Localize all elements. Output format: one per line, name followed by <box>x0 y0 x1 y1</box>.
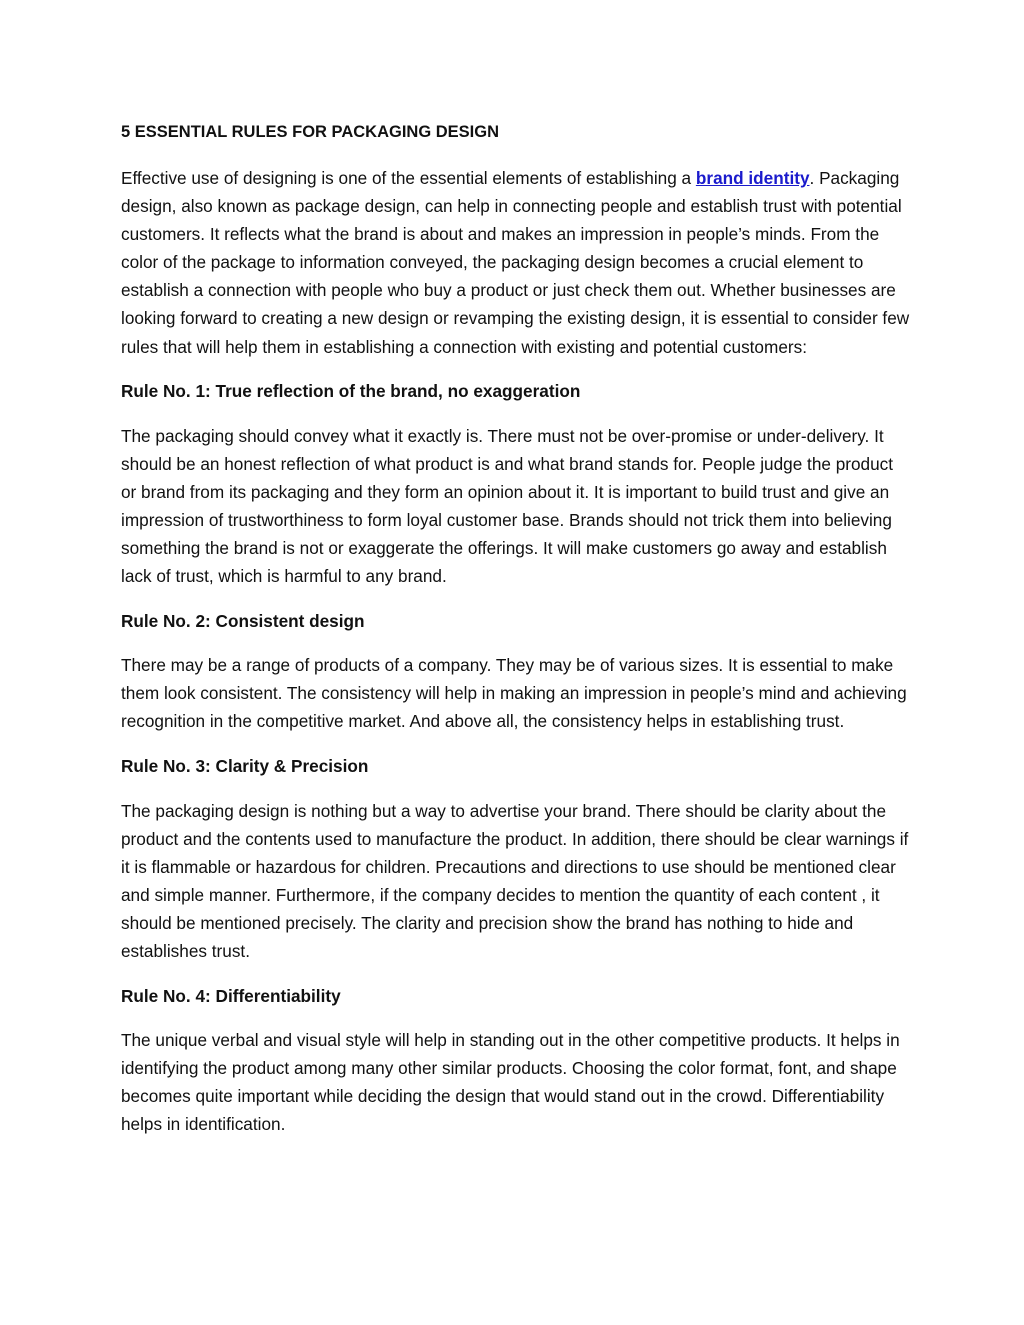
document-title: 5 ESSENTIAL RULES FOR PACKAGING DESIGN <box>121 123 500 141</box>
rule-4-heading: Rule No. 4: Differentiability <box>121 985 341 1006</box>
document-page <box>121 118 911 1155</box>
rule-3-body: The packaging design is nothing but a way to advertise your brand. There should be clarity about the product and the contents used to manufacture the product. In addition, there should be clear warnings if it is flammable or hazardous for children. Precautions and directions to use should be mentioned clear and simple manner. Furthermore, if the company decides to mention the quantity of each content , it should be mentioned precisely. The clarity and precision show the brand has nothing to hide and establishes trust. <box>121 800 909 961</box>
rule-2-heading: Rule No. 2: Consistent design <box>121 610 365 631</box>
rule-1-heading: Rule No. 1: True reflection of the brand, no exaggeration <box>121 381 581 402</box>
intro-text-after-link: . Packaging design, also known as package design, can help in connecting people and establish trust with potential customers. It reflects what the brand is about and makes an impression in people’s minds. From the color of the package to information conveyed, the packaging design becomes a crucial element to establish a connection with people who buy a product or just check them out. Whether businesses are looking forward to creating a new design or revamping the existing design, it is essential to consider few rules that will help them in establishing a connection with existing and potential customers: <box>121 168 910 357</box>
rule-3-heading: Rule No. 3: Clarity & Precision <box>121 756 369 776</box>
rule-2-body: There may be a range of products of a company. They may be of various sizes. It is essential to make them look consistent. The consistency will help in making an impression in people’s mind and achieving recognition in the competitive market. And above all, the consistency helps in establishing trust. <box>121 655 907 732</box>
rule-1-body: The packaging should convey what it exactly is. There must not be over-promise or under-delivery. It should be an honest reflection of what product is and what brand stands for. People judge the product or brand from its packaging and they form an opinion about it. It is important to build trust and give an impression of trustworthiness to form loyal customer base. Brands should not trick them into believing something the brand is not or exaggerate the offerings. It will make customers go away and establish lack of trust, which is harmful to any brand. <box>121 425 894 587</box>
intro-paragraph <box>121 164 911 361</box>
brand-identity-link[interactable]: brand identity <box>695 168 810 188</box>
rule-4-body: The unique verbal and visual style will help in standing out in the other competitive products. It helps in identifying the product among many other similar products. Choosing the color format, font, and shape becomes quite important while deciding the design that would stand out in the crowd. Differentiability helps in identification. <box>121 1030 900 1135</box>
intro-text-before-link: Effective use of designing is one of the essential elements of establishing a <box>121 168 696 188</box>
